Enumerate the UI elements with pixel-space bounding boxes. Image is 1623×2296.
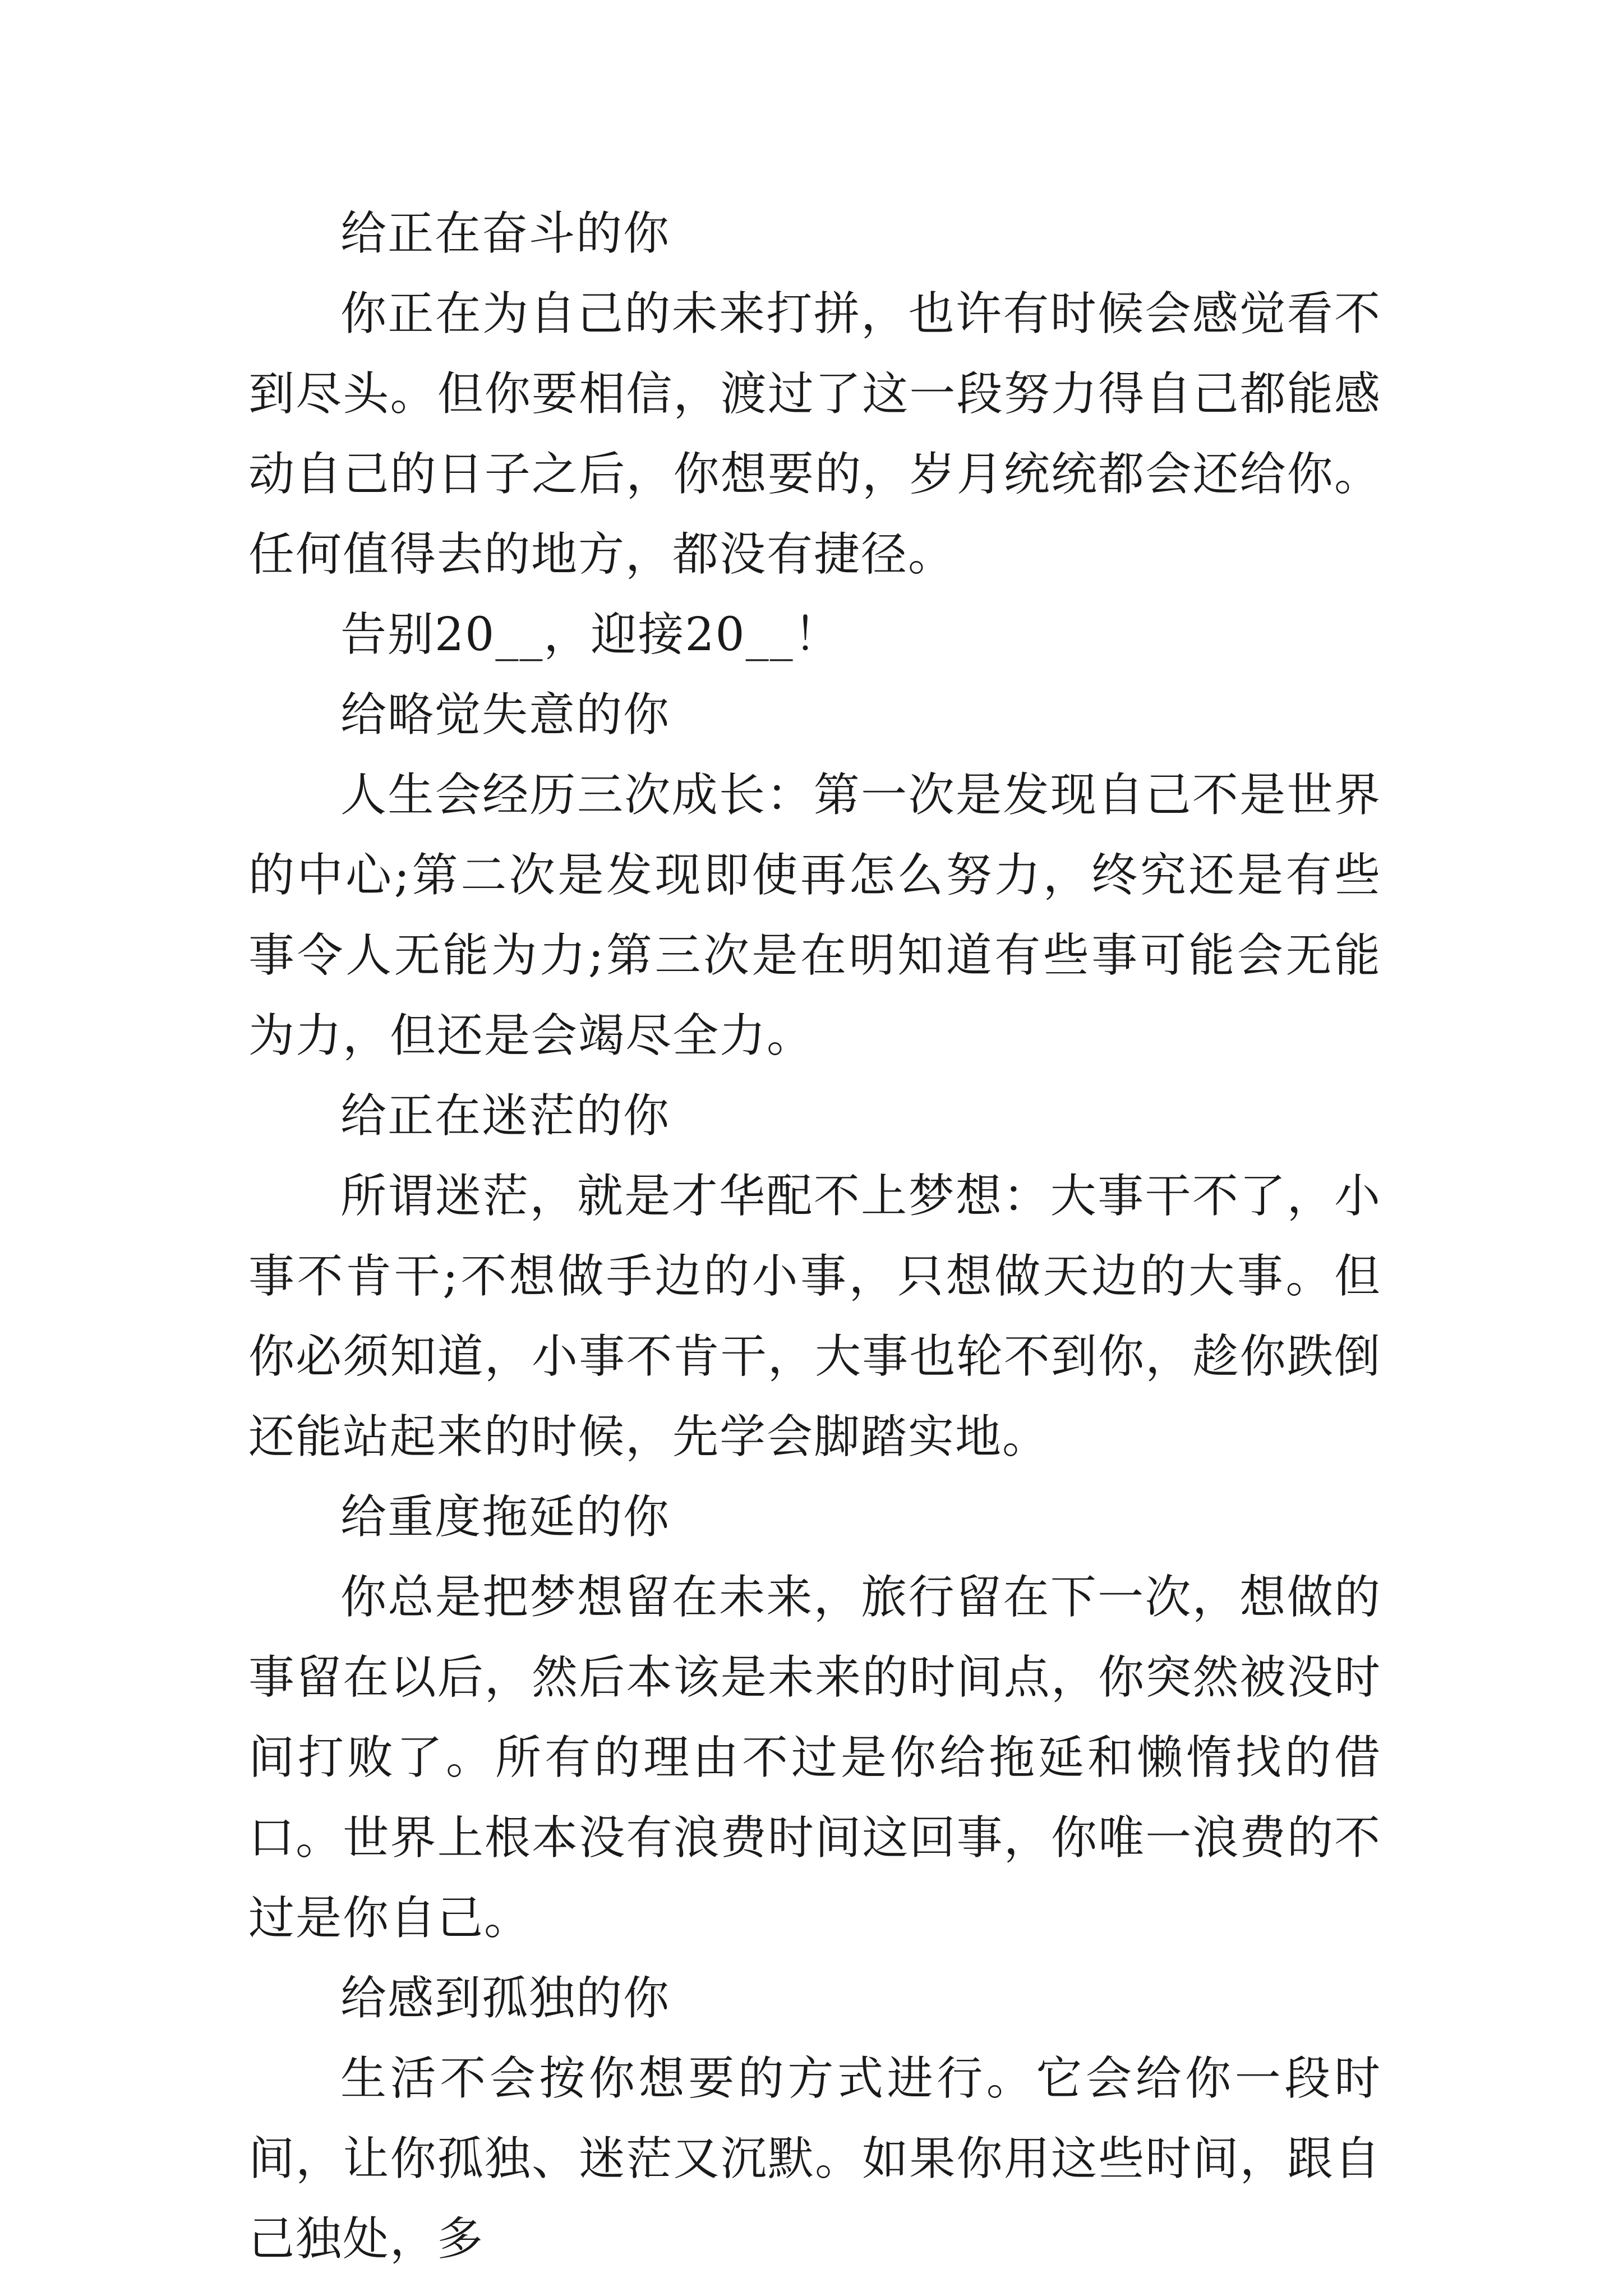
section-heading-confused: 给正在迷茫的你 <box>340 1089 671 1143</box>
document-body <box>248 194 1381 2279</box>
section-heading-procrastinating: 给重度拖延的你 <box>340 1490 671 1544</box>
paragraph-farewell: 告别20__，迎接20__！ <box>340 608 841 661</box>
paragraph-disappointed: 人生会经历三次成长：第一次是发现自己不是世界的中心;第二次是发现即使再怎么努力，终究还是有些事令人无能为力;第三次是在明知道有些事可能会无能为力，但还是会竭尽全力。 <box>248 769 1381 1062</box>
paragraph-striving: 你正在为自己的未来打拼，也许有时候会感觉看不到尽头。但你要相信，渡过了这一段努力得自己都能感动自己的日子之后，你想要的，岁月统统都会还给你。任何值得去的地方，都没有捷径。 <box>248 287 1381 581</box>
paragraph-lonely: 生活不会按你想要的方式进行。它会给你一段时间，让你孤独、迷茫又沉默。如果你用这些时间，跟自己独处，多 <box>248 2052 1381 2266</box>
paragraph-procrastinating: 你总是把梦想留在未来，旅行留在下一次，想做的事留在以后，然后本该是未来的时间点，你突然被没时间打败了。所有的理由不过是你给拖延和懒惰找的借口。世界上根本没有浪费时间这回事，你唯一浪费的不过是你自己。 <box>248 1571 1381 1945</box>
paragraph-confused: 所谓迷茫，就是才华配不上梦想：大事干不了，小事不肯干;不想做手边的小事，只想做天边的大事。但你必须知道，小事不肯干，大事也轮不到你，趁你跌倒还能站起来的时候，先学会脚踏实地。 <box>248 1170 1381 1464</box>
section-heading-striving: 给正在奋斗的你 <box>340 207 671 260</box>
section-heading-disappointed: 给略觉失意的你 <box>340 688 671 742</box>
section-heading-lonely: 给感到孤独的你 <box>340 1972 671 2025</box>
